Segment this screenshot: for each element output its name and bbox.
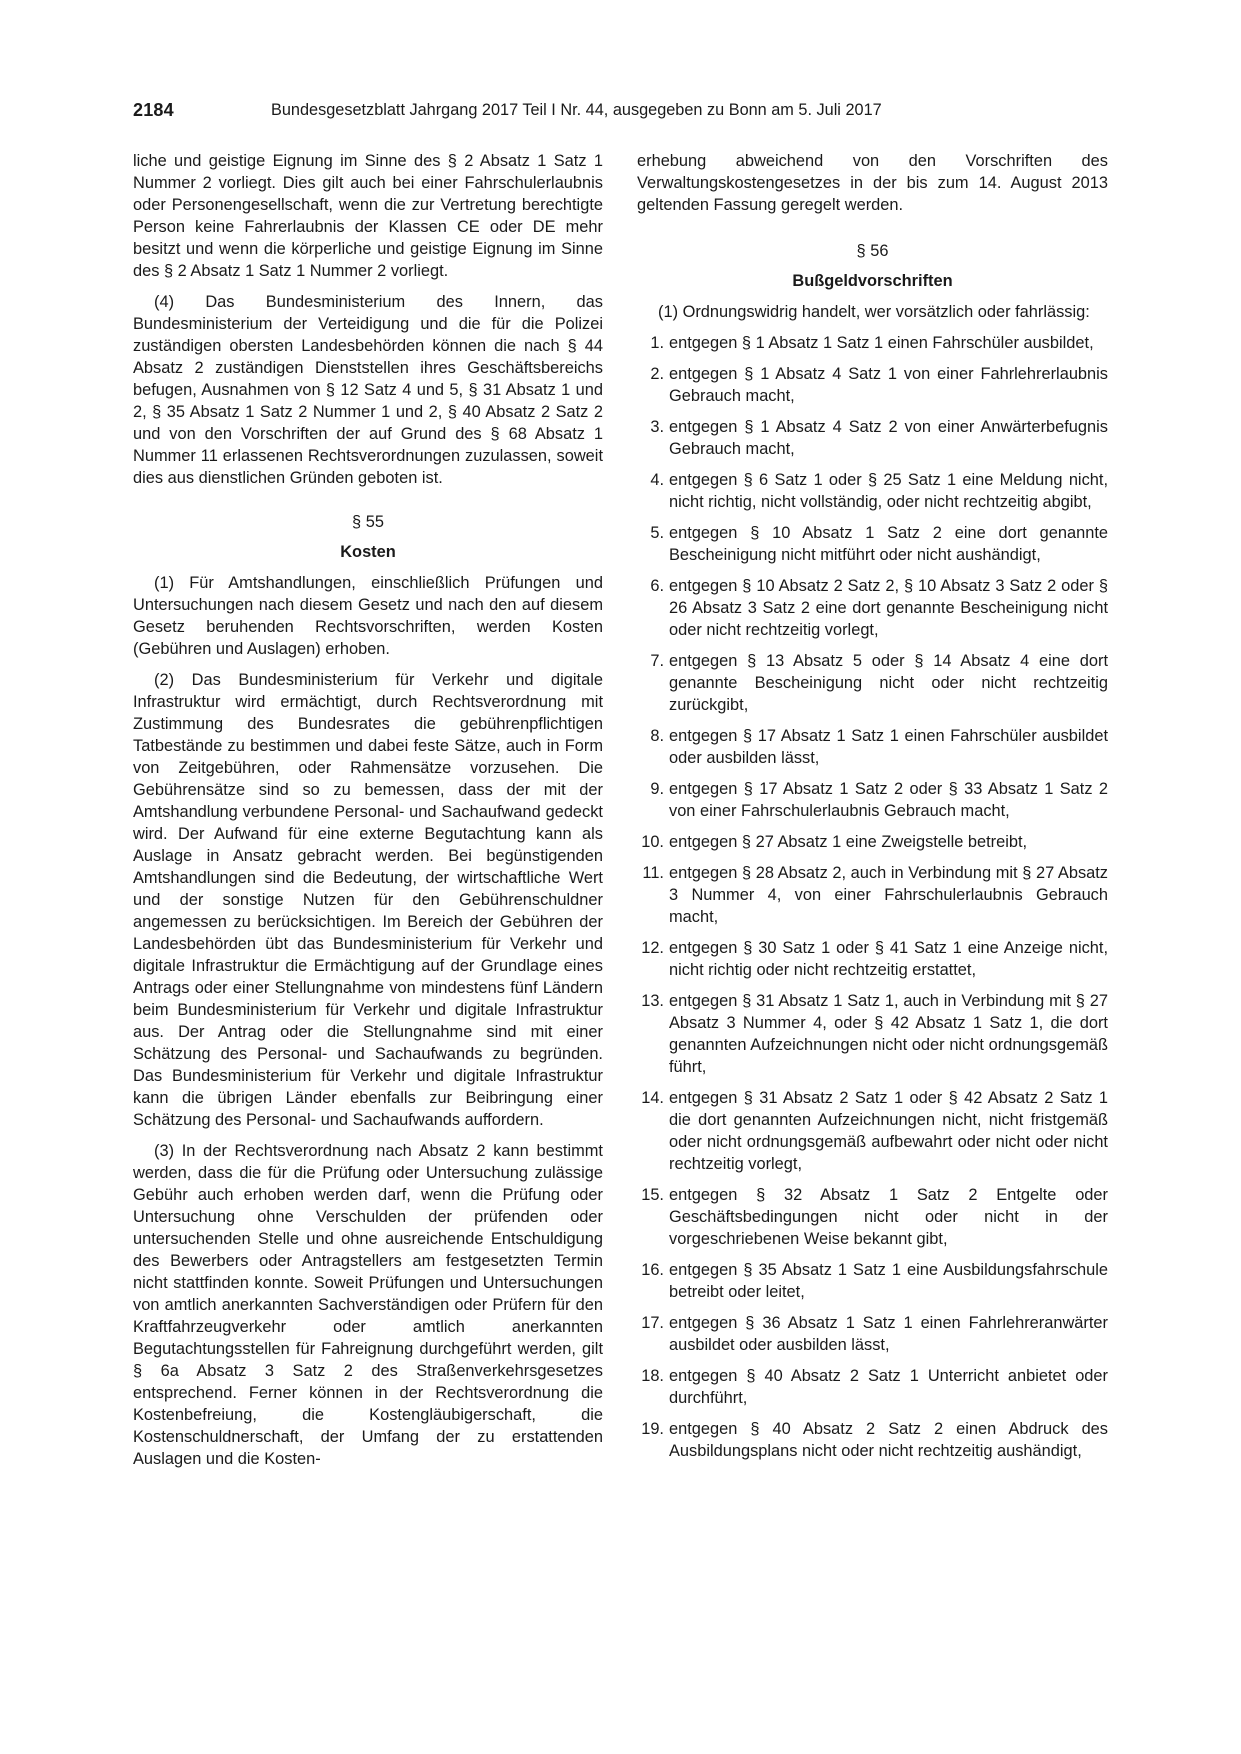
list-item bbox=[637, 650, 1108, 716]
list-item-text: entgegen § 17 Absatz 1 Satz 2 oder § 33 Absatz 1 Satz 2 von einer Fahrschulerlaubnis Gebrauch macht, bbox=[669, 780, 1108, 820]
list-item bbox=[637, 416, 1108, 460]
list-item bbox=[637, 862, 1108, 928]
right-column bbox=[637, 150, 1108, 1471]
paragraph: (2) Das Bundesministerium für Verkehr und digitale Infrastruktur wird ermächtigt, durch Rechtsverordnung mit Zustimmung des Bundesrates die gebührenpflichtigen Tatbestände zu bestimmen und dabei feste Sätze, auch in Form von Zeitgebühren, oder Rahmensätze vorzusehen. Die Gebührensätze sind so zu bemessen, dass der mit der Amtshandlung verbundene Personal- und Sachaufwand gedeckt wird. Der Aufwand für eine externe Begutachtung kann als Auslage in Ansatz gebracht werden. Bei begünstigenden Amtshandlungen sind die Bedeutung, der wirtschaftliche Wert und der sonstige Nutzen für den Gebührenschuldner angemessen zu berücksichtigen. Im Bereich der Gebühren der Landesbehörden übt das Bundesministerium für Verkehr und digitale Infrastruktur die Ermächtigung auf der Grundlage eines Antrags oder einer Stellungnahme von mindestens fünf Ländern beim Bundesministerium für Verkehr und digitale Infrastruktur aus. Der Antrag oder die Stellungnahme sind mit einer Schätzung des Personal- und Sachaufwands zu begründen. Das Bundesministerium für Verkehr und digitale Infrastruktur kann die übrigen Länder ebenfalls zur Beibringung einer Schätzung des Personal- und Sachaufwands auffordern. bbox=[133, 671, 603, 1129]
paragraph: erhebung abweichend von den Vorschriften des Verwaltungskostengesetzes in der bis zum 14. August 2013 geltenden Fassung geregelt werden. bbox=[637, 152, 1108, 214]
list-item-text: entgegen § 10 Absatz 1 Satz 2 eine dort genannte Bescheinigung nicht mitführt oder nicht aushändigt, bbox=[669, 524, 1108, 564]
list-item bbox=[637, 990, 1108, 1078]
list-item-text: entgegen § 17 Absatz 1 Satz 1 einen Fahrschüler ausbildet oder ausbilden lässt, bbox=[669, 727, 1108, 767]
list-item bbox=[637, 778, 1108, 822]
list-item-text: entgegen § 40 Absatz 2 Satz 2 einen Abdruck des Ausbildungsplans nicht oder nicht rechtzeitig aushändigt, bbox=[669, 1420, 1108, 1460]
list-item-number: 13. bbox=[641, 992, 664, 1010]
list-item bbox=[637, 1087, 1108, 1175]
list-item-number: 11. bbox=[642, 864, 664, 882]
paragraph: (1) Für Amtshandlungen, einschließlich Prüfungen und Untersuchungen nach diesem Gesetz und nach den auf diesem Gesetz beruhenden Rechtsvorschriften, werden Kosten (Gebühren und Auslagen) erhoben. bbox=[133, 574, 603, 658]
list-item-text: entgegen § 6 Satz 1 oder § 25 Satz 1 eine Meldung nicht, nicht richtig, nicht vollständig, oder nicht rechtzeitig abgibt, bbox=[669, 471, 1108, 511]
list-item-number: 17. bbox=[641, 1314, 664, 1332]
list-item-text: entgegen § 36 Absatz 1 Satz 1 einen Fahrlehreranwärter ausbildet oder ausbilden lässt, bbox=[669, 1314, 1108, 1354]
section-title: Kosten bbox=[340, 543, 396, 561]
list-item bbox=[637, 1184, 1108, 1250]
list-item-number: 15. bbox=[641, 1186, 664, 1204]
section-number: § 55 bbox=[352, 513, 384, 531]
list-item-number: 8. bbox=[650, 727, 664, 745]
list-item-number: 19. bbox=[641, 1420, 664, 1438]
list-item-number: 6. bbox=[650, 577, 664, 595]
section-number: § 56 bbox=[856, 242, 889, 260]
page-number: 2184 bbox=[133, 100, 174, 120]
list-item-text: entgegen § 30 Satz 1 oder § 41 Satz 1 eine Anzeige nicht, nicht richtig oder nicht rechtzeitig erstattet, bbox=[669, 939, 1108, 979]
page-header bbox=[133, 100, 1108, 126]
list-item-number: 3. bbox=[650, 418, 664, 436]
list-item-number: 12. bbox=[641, 939, 664, 957]
list-item-text: entgegen § 28 Absatz 2, auch in Verbindung mit § 27 Absatz 3 Nummer 4, von einer Fahrschulerlaubnis Gebrauch macht, bbox=[669, 864, 1108, 926]
list-item-text: entgegen § 1 Absatz 1 Satz 1 einen Fahrschüler ausbildet, bbox=[669, 334, 1094, 352]
list-item bbox=[637, 1418, 1108, 1462]
list-item bbox=[637, 363, 1108, 407]
list-item bbox=[637, 1312, 1108, 1356]
paragraph: (1) Ordnungswidrig handelt, wer vorsätzlich oder fahrlässig: bbox=[658, 303, 1090, 321]
list-item bbox=[637, 469, 1108, 513]
list-item-number: 18. bbox=[641, 1367, 664, 1385]
list-item bbox=[637, 1259, 1108, 1303]
list-item bbox=[637, 937, 1108, 981]
list-item-text: entgegen § 31 Absatz 1 Satz 1, auch in Verbindung mit § 27 Absatz 3 Nummer 4, oder § 42 Absatz 1 Satz 1, die dort genannten Aufzeichnungen nicht oder nicht ordnungsgemäß führt, bbox=[669, 992, 1108, 1076]
list-item-number: 9. bbox=[650, 780, 664, 798]
paragraph: liche und geistige Eignung im Sinne des § 2 Absatz 1 Satz 1 Nummer 2 vorliegt. Dies gilt auch bei einer Fahrschulerlaubnis oder Personengesellschaft, wenn die zur Vertretung berechtigte Person keine Fahrerlaubnis der Klassen CE oder DE mehr besitzt und wenn die körperliche und geistige Eignung im Sinne des § 2 Absatz 1 Satz 1 Nummer 2 vorliegt. bbox=[133, 152, 603, 280]
list-item-text: entgegen § 1 Absatz 4 Satz 1 von einer Fahrlehrerlaubnis Gebrauch macht, bbox=[669, 365, 1108, 405]
list-item-number: 14. bbox=[641, 1089, 664, 1107]
list-item-text: entgegen § 32 Absatz 1 Satz 2 Entgelte oder Geschäftsbedingungen nicht oder nicht in der vorgeschriebenen Weise bekannt gibt, bbox=[669, 1186, 1108, 1248]
paragraph: (4) Das Bundesministerium des Innern, das Bundesministerium der Verteidigung und die für die Polizei zuständigen obersten Landesbehörden können die nach § 44 Absatz 2 zuständigen Dienststellen ihres Geschäftsbereichs befugen, Ausnahmen von § 12 Satz 4 und 5, § 31 Absatz 1 und 2, § 35 Absatz 1 Satz 2 Nummer 1 und 2, § 40 Absatz 2 Satz 2 und von den Vorschriften der auf Grund des § 68 Absatz 1 Nummer 11 erlassenen Rechtsverordnungen zuzulassen, soweit dies aus dienstlichen Gründen geboten ist. bbox=[133, 293, 603, 487]
offense-list bbox=[637, 332, 1108, 1462]
list-item-number: 2. bbox=[650, 365, 664, 383]
list-item-number: 16. bbox=[641, 1261, 664, 1279]
section-title: Bußgeldvorschriften bbox=[792, 272, 953, 290]
list-item bbox=[637, 332, 1108, 354]
list-item bbox=[637, 522, 1108, 566]
list-item-text: entgegen § 35 Absatz 1 Satz 1 eine Ausbildungsfahrschule betreibt oder leitet, bbox=[669, 1261, 1108, 1301]
list-item-number: 10. bbox=[641, 833, 664, 851]
list-item-text: entgegen § 27 Absatz 1 eine Zweigstelle betreibt, bbox=[669, 833, 1028, 851]
list-item-number: 4. bbox=[650, 471, 664, 489]
list-item-number: 1. bbox=[650, 334, 664, 352]
list-item-text: entgegen § 1 Absatz 4 Satz 2 von einer Anwärterbefugnis Gebrauch macht, bbox=[669, 418, 1108, 458]
paragraph: (3) In der Rechtsverordnung nach Absatz 2 kann bestimmt werden, dass die für die Prüfung oder Untersuchung zulässige Gebühr auch erhoben werden darf, wenn die Prüfung oder Untersuchung ohne Verschulden der prüfenden oder untersuchenden Stelle und ohne ausreichende Entschuldigung des Bewerbers oder Antragstellers am festgesetzten Termin nicht stattfinden konnte. Soweit Prüfungen und Untersuchungen von amtlich anerkannten Sachverständigen oder Prüfern für den Kraftfahrzeugverkehr oder amtlich anerkannten Begutachtungsstellen für Fahreignung durchgeführt werden, gilt § 6a Absatz 3 Satz 2 des Straßenverkehrsgesetzes entsprechend. Ferner können in der Rechtsverordnung die Kostenbefreiung, die Kostengläubigerschaft, die Kostenschuldnerschaft, der Umfang der zu erstattenden Auslagen und die Kosten- bbox=[133, 1142, 603, 1468]
list-item-text: entgegen § 10 Absatz 2 Satz 2, § 10 Absatz 3 Satz 2 oder § 26 Absatz 3 Satz 2 eine dort genannte Bescheinigung nicht oder nicht rechtzeitig vorlegt, bbox=[669, 577, 1108, 639]
list-item-text: entgegen § 40 Absatz 2 Satz 1 Unterricht anbietet oder durchführt, bbox=[669, 1367, 1108, 1407]
list-item bbox=[637, 575, 1108, 641]
list-item-number: 7. bbox=[650, 652, 664, 670]
left-column bbox=[133, 150, 603, 1479]
list-item bbox=[637, 1365, 1108, 1409]
list-item bbox=[637, 831, 1108, 853]
list-item bbox=[637, 725, 1108, 769]
list-item-text: entgegen § 13 Absatz 5 oder § 14 Absatz 4 eine dort genannte Bescheinigung nicht oder nicht rechtzeitig zurückgibt, bbox=[669, 652, 1108, 714]
list-item-text: entgegen § 31 Absatz 2 Satz 1 oder § 42 Absatz 2 Satz 1 die dort genannten Aufzeichnungen nicht, nicht fristgemäß oder nicht ordnungsgemäß aufbewahrt oder nicht oder nicht rechtzeitig vorlegt, bbox=[669, 1089, 1108, 1173]
running-title: Bundesgesetzblatt Jahrgang 2017 Teil I Nr. 44, ausgegeben zu Bonn am 5. Juli 2017 bbox=[271, 101, 882, 119]
list-item-number: 5. bbox=[650, 524, 664, 542]
